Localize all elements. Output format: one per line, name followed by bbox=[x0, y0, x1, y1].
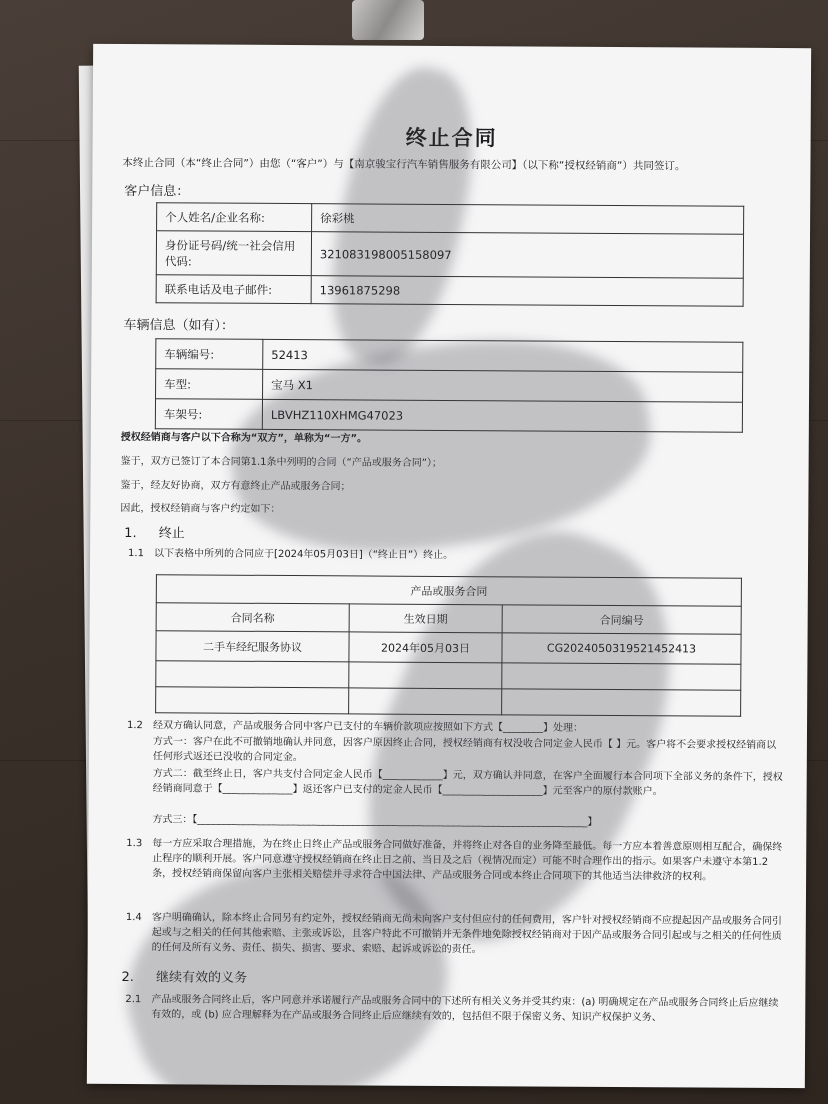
vehicle-row bbox=[155, 399, 742, 433]
section-1-heading bbox=[124, 522, 185, 541]
customer-info-table bbox=[156, 202, 745, 307]
section-2-number: 2. bbox=[121, 970, 134, 986]
clause-1-3-number: 1.3 bbox=[126, 838, 143, 850]
customer-value: 徐彩桃 bbox=[312, 204, 744, 235]
clause-1-1-text: 以下表格中所列的合同应于[2024年05月03日]（“终止日”）终止。 bbox=[154, 548, 454, 562]
header-contract-name: 合同名称 bbox=[156, 603, 349, 632]
vehicle-label: 车型: bbox=[156, 369, 263, 400]
table-row bbox=[156, 661, 741, 691]
contract-document bbox=[87, 44, 811, 1088]
clause-1-2-option1: 方式一：客户在此不可撤销地确认并同意，因客户原因终止合同，授权经销商有权没收合同定金人民币【 】元。客户将不会要求授权经销商以任何形式返还已没收的合同定金。 bbox=[152, 736, 777, 764]
clause-1-2-number: 1.2 bbox=[126, 720, 143, 732]
customer-label: 身份证号码/统一社会信用代码: bbox=[156, 231, 311, 276]
clause-2-1-text: 产品或服务合同终止后，客户同意并承诺履行产品或服务合同中的下述所有相关义务并受其约束：(a) 明确规定在产品或服务合同终止后应继续有效的，或 (b) 应合理解释为在产品或服务合同终止后应继续有效的，包括但不限于保密义务、知识产权保护义务、 bbox=[151, 994, 779, 1024]
section-2-title: 继续有效的义务 bbox=[155, 970, 248, 986]
clause-1-2-option2: 方式二：截至终止日，客户共支付合同定金人民币【____________】元，双方确认并同意，在客户全面履行本合同项下全部义务的条件下，授权经销商同意于【______________】返还客户已支付的定金人民币【____________________】元至客户的原付款账户。 bbox=[152, 768, 783, 798]
vehicle-label: 车辆编号: bbox=[156, 339, 263, 370]
section-1-number: 1. bbox=[124, 526, 137, 542]
plastic-wrapper bbox=[352, 0, 424, 40]
cell-effective-date: 2024年05月03日 bbox=[349, 632, 502, 663]
vehicle-info-table bbox=[155, 338, 744, 433]
vehicle-value: LBVHZ110XHMG47023 bbox=[262, 399, 742, 432]
header-contract-number: 合同编号 bbox=[502, 605, 741, 634]
vehicle-value: 52413 bbox=[263, 339, 743, 372]
customer-row bbox=[156, 231, 743, 279]
customer-section-title: 客户信息： bbox=[124, 184, 190, 200]
header-effective-date: 生效日期 bbox=[349, 604, 502, 633]
cell-empty bbox=[349, 688, 502, 715]
clause-1-1-number: 1.1 bbox=[128, 548, 145, 560]
cell-empty bbox=[156, 661, 349, 688]
clause-2-1-number: 2.1 bbox=[125, 994, 142, 1006]
vehicle-section-title: 车辆信息（如有）： bbox=[123, 318, 235, 334]
document-title: 终止合同 bbox=[405, 125, 498, 151]
customer-row bbox=[157, 203, 744, 235]
cell-empty bbox=[156, 687, 349, 714]
contract-table bbox=[155, 574, 742, 717]
clause-1-2-option3: 方式三：【______________________________________________________________________________】 bbox=[152, 814, 598, 828]
cell-empty bbox=[349, 662, 502, 689]
clause-1-4-number: 1.4 bbox=[125, 912, 142, 924]
vehicle-row bbox=[156, 369, 743, 403]
clause-1-3-text: 每一方应采取合理措施，为在终止日终止产品或服务合同做好准备，并将终止对各自的业务降至最低。每一方应本着善意原则相互配合，确保终止程序的顺利开展。客户同意遵守授权经销商在终止日之前、当日及之后（视情况而定）可能不时合理作出的指示。如果客户未遵守本第1.2条，授权经销商保留向客户主张相关赔偿并寻求符合中国法律、产品或服务合同或本终止合同项下的其他适当法律救济的权利。 bbox=[152, 838, 783, 883]
clause-1-4-text: 客户明确确认，除本终止合同另有约定外，授权经销商无尚未向客户支付但应付的任何费用，客户针对授权经销商不应提起因产品或服务合同引起或与之相关的任何其他索赔、主张或诉讼，且客户特此不可撤销并无条件地免除授权经销商对于因产品或服务合同引起或与之相关的任何性质的任何及所有义务、责任、损失、损害、要求、索赔、起诉或诉讼的责任。 bbox=[151, 912, 782, 956]
contract-table-header bbox=[156, 603, 741, 635]
customer-value: 321083198005158097 bbox=[311, 232, 743, 279]
cell-empty bbox=[502, 663, 741, 690]
customer-value: 13961875298 bbox=[311, 276, 743, 307]
customer-row bbox=[156, 275, 743, 307]
customer-label: 个人姓名/企业名称: bbox=[157, 203, 312, 232]
intro-text: 本终止合同（本“终止合同”）由您（“客户”）与【南京骏宝行汽车销售服务有限公司】（以下称“授权经销商”）共同签订。 bbox=[122, 156, 686, 173]
table-row bbox=[156, 631, 741, 665]
contract-table-caption: 产品或服务合同 bbox=[156, 575, 741, 607]
vehicle-row bbox=[156, 339, 743, 373]
customer-label: 联系电话及电子邮件: bbox=[156, 275, 311, 304]
vehicle-label: 车架号: bbox=[155, 399, 262, 430]
clause-1-2-line1: 经双方确认同意，产品或服务合同中客户已支付的车辆价款项应按照如下方式【________】处理： bbox=[152, 720, 584, 734]
cell-contract-name: 二手车经纪服务协议 bbox=[156, 631, 349, 662]
recital-1: 授权经销商与客户以下合称为“双方”，单称为“一方”。 bbox=[120, 431, 368, 445]
recital-2: 鉴于，双方已签订了本合同第1.1条中列明的合同（“产品或服务合同”）； bbox=[120, 455, 442, 469]
section-1-title: 终止 bbox=[158, 526, 185, 542]
recital-4: 因此，授权经销商与客户约定如下： bbox=[120, 502, 281, 515]
section-2-heading bbox=[121, 966, 247, 986]
vehicle-value: 宝马 X1 bbox=[263, 369, 743, 402]
table-row bbox=[156, 687, 741, 717]
cell-contract-number: CG2024050319521452413 bbox=[502, 633, 741, 664]
recital-3: 鉴于，经友好协商，双方有意终止产品或服务合同； bbox=[120, 479, 351, 493]
cell-empty bbox=[502, 689, 741, 716]
